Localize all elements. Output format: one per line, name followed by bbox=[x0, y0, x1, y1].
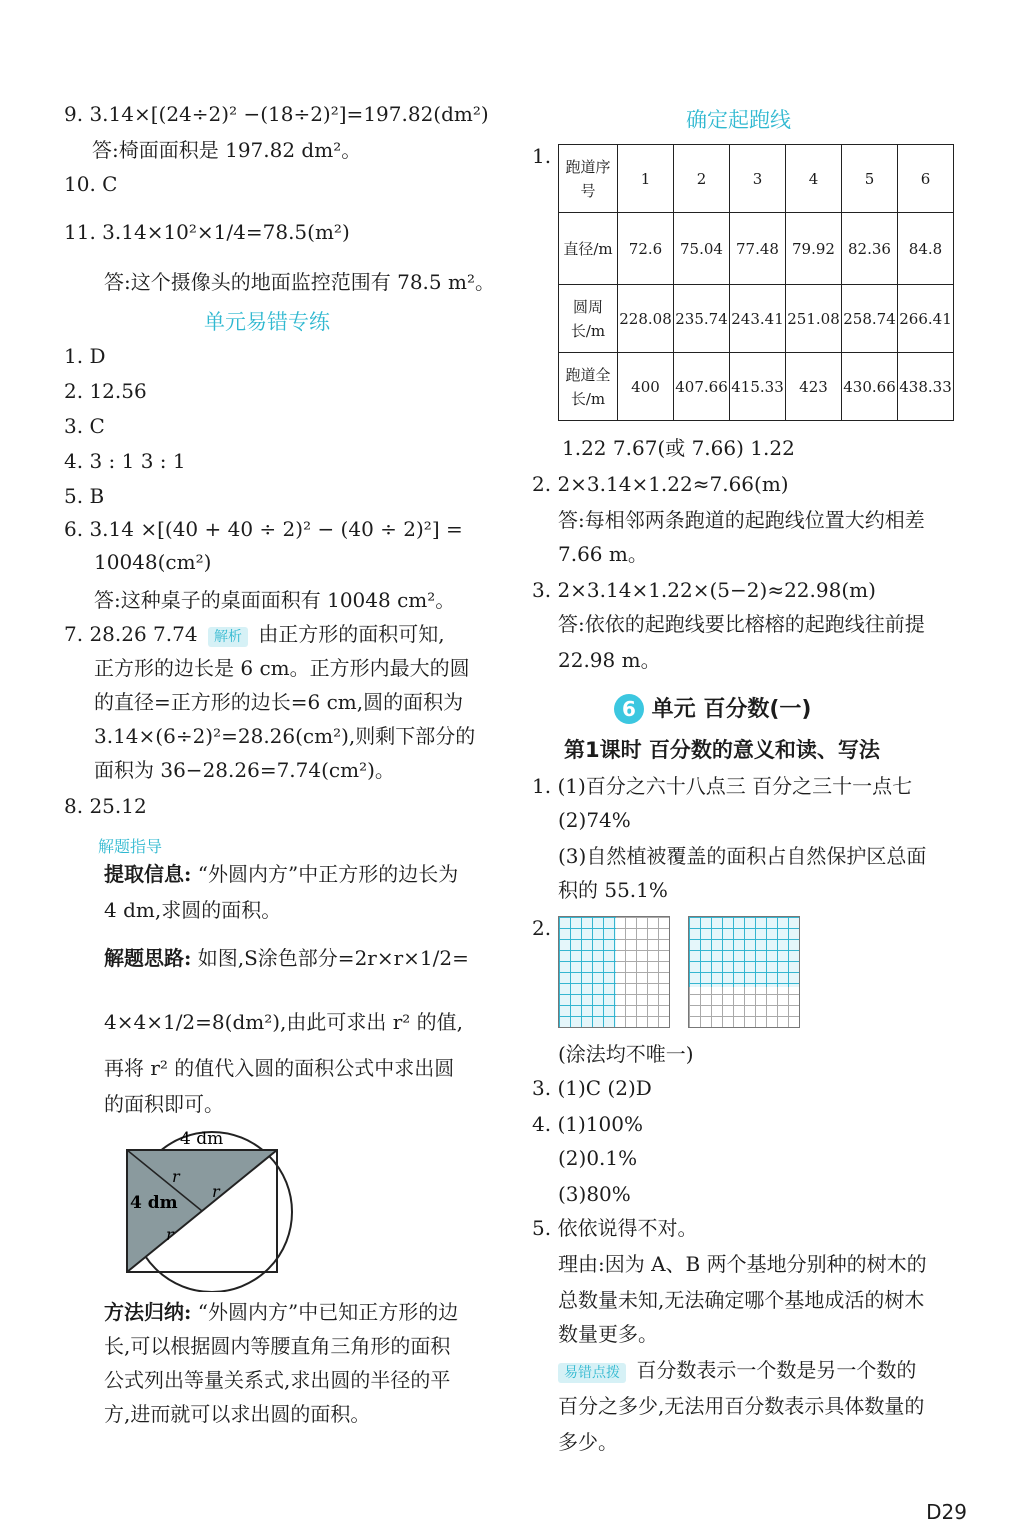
table-cell: 430.66 bbox=[842, 353, 898, 421]
error-tip-tag: 易错点拨 bbox=[558, 1363, 626, 1383]
table-header-cell: 圆周长/m bbox=[559, 285, 618, 353]
table-cell: 423 bbox=[786, 353, 842, 421]
q7-text: 正方形的边长是 6 cm。正方形内最大的圆 bbox=[94, 656, 470, 680]
q7-head: 7. 28.26 7.74 bbox=[64, 622, 198, 646]
table-row bbox=[559, 213, 954, 285]
section-title-start-line: 确定起跑线 bbox=[686, 108, 791, 132]
q9-equation: 9. 3.14×[(24÷2)² −(18÷2)²]=197.82(dm²) bbox=[64, 102, 489, 126]
tip-text: 百分之多少,无法用百分数表示具体数量的 bbox=[558, 1394, 925, 1418]
page-number: D29 bbox=[926, 1500, 967, 1524]
table-cell: 228.08 bbox=[618, 285, 674, 353]
guide-idea: 解题思路: 如图,S涂色部分=2r×r×1/2= bbox=[104, 946, 469, 970]
list-item: 2. 12.56 bbox=[64, 379, 147, 403]
table-cell: 72.6 bbox=[618, 213, 674, 285]
q1-label: 1. bbox=[532, 144, 552, 168]
method-text: 公式列出等量关系式,求出圆的半径的平 bbox=[104, 1368, 451, 1392]
q11-equation: 11. 3.14×10²×1/4=78.5(m²) bbox=[64, 220, 350, 244]
q7-text: 面积为 36−28.26=7.74(cm²)。 bbox=[94, 758, 395, 782]
table-cell: 77.48 bbox=[730, 213, 786, 285]
p4-c: (3)80% bbox=[558, 1182, 631, 1206]
table-cell: 251.08 bbox=[786, 285, 842, 353]
p2-label: 2. bbox=[532, 916, 552, 940]
list-item: 5. B bbox=[64, 484, 105, 508]
table-cell: 1 bbox=[618, 145, 674, 213]
q6-result: 10048(cm²) bbox=[94, 550, 212, 574]
radius-label: r bbox=[212, 1182, 220, 1201]
q3-answer: 答:依依的起跑线要比榕榕的起跑线往前提 bbox=[558, 612, 925, 636]
radius-label: r bbox=[166, 1225, 174, 1244]
p5-reason: 总数量未知,无法确定哪个基地成活的树木 bbox=[558, 1288, 925, 1312]
table-cell: 82.36 bbox=[842, 213, 898, 285]
guide-idea-label: 解题思路: bbox=[104, 946, 192, 970]
p1-b: (2)74% bbox=[558, 808, 631, 832]
left-side-label: 4 dm bbox=[130, 1193, 178, 1213]
table-row bbox=[559, 145, 954, 213]
table-cell: 243.41 bbox=[730, 285, 786, 353]
table-cell: 235.74 bbox=[674, 285, 730, 353]
table-cell: 400 bbox=[618, 353, 674, 421]
table-cell: 5 bbox=[842, 145, 898, 213]
q2-equation: 2. 2×3.14×1.22≈7.66(m) bbox=[532, 472, 789, 496]
table-header-cell: 跑道全长/m bbox=[559, 353, 618, 421]
p5-reason: 数量更多。 bbox=[558, 1322, 658, 1346]
top-side-label: 4 dm bbox=[180, 1129, 224, 1149]
q8-answer: 8. 25.12 bbox=[64, 794, 147, 818]
grid-shading bbox=[689, 917, 799, 987]
circle-square-figure bbox=[102, 1122, 302, 1292]
q2-answer: 答:每相邻两条跑道的起跑线位置大约相差 bbox=[558, 508, 925, 532]
q2-answer: 7.66 m。 bbox=[558, 542, 648, 566]
p1-c: (3)自然植被覆盖的面积占自然保护区总面 bbox=[558, 844, 927, 868]
q3-answer: 22.98 m。 bbox=[558, 648, 661, 672]
table-cell: 75.04 bbox=[674, 213, 730, 285]
table-row bbox=[559, 285, 954, 353]
lane-table bbox=[558, 144, 954, 421]
radius-label: r bbox=[172, 1167, 180, 1186]
table-cell: 258.74 bbox=[842, 285, 898, 353]
q9-answer: 答:椅面面积是 197.82 dm²。 bbox=[92, 138, 362, 162]
p4-a: 4. (1)100% bbox=[532, 1112, 643, 1136]
method-summary: 方法归纳: “外圆内方”中已知正方形的边 bbox=[104, 1300, 459, 1324]
table-header-cell: 直径/m bbox=[559, 213, 618, 285]
table-cell: 3 bbox=[730, 145, 786, 213]
q3-equation: 3. 2×3.14×1.22×(5−2)≈22.98(m) bbox=[532, 578, 876, 602]
q7-line bbox=[64, 620, 445, 648]
table-cell: 4 bbox=[786, 145, 842, 213]
q1-tail: 1.22 7.67(或 7.66) 1.22 bbox=[562, 436, 795, 460]
guide-info-label: 提取信息: bbox=[104, 862, 192, 886]
q6-answer: 答:这种桌子的桌面面积有 10048 cm²。 bbox=[94, 588, 456, 612]
q6-equation: 6. 3.14 ×[(40 + 40 ÷ 2)² − (40 ÷ 2)²] = bbox=[64, 517, 463, 541]
list-item: 3. C bbox=[64, 414, 105, 438]
table-header-cell: 跑道序号 bbox=[559, 145, 618, 213]
grid-shading bbox=[559, 917, 616, 1027]
p2-note: (涂法均不唯一) bbox=[558, 1042, 694, 1066]
guide-idea-cont: 再将 r² 的值代入圆的面积公式中求出圆 bbox=[104, 1056, 455, 1080]
table-row bbox=[559, 353, 954, 421]
table-cell: 438.33 bbox=[898, 353, 954, 421]
hundred-grid-right bbox=[688, 916, 800, 1028]
table-cell: 79.92 bbox=[786, 213, 842, 285]
unit-title: 单元 百分数(一) bbox=[651, 697, 812, 722]
p3: 3. (1)C (2)D bbox=[532, 1076, 652, 1100]
guide-info-cont: 4 dm,求圆的面积。 bbox=[104, 898, 282, 922]
list-item: 4. 3 : 1 3 : 1 bbox=[64, 449, 186, 473]
method-text: 方,进而就可以求出圆的面积。 bbox=[104, 1402, 371, 1426]
p1-a: 1. (1)百分之六十八点三 百分之三十一点七 bbox=[532, 774, 913, 798]
unit-heading bbox=[614, 692, 811, 724]
lesson-title: 第1课时 百分数的意义和读、写法 bbox=[564, 738, 880, 762]
tip-text: 多少。 bbox=[558, 1430, 618, 1454]
q7-text: 由正方形的面积可知, bbox=[258, 622, 445, 646]
analysis-tag: 解析 bbox=[208, 627, 248, 647]
q11-answer: 答:这个摄像头的地面监控范围有 78.5 m²。 bbox=[104, 270, 495, 294]
table-cell: 84.8 bbox=[898, 213, 954, 285]
table-cell: 415.33 bbox=[730, 353, 786, 421]
table-cell: 266.41 bbox=[898, 285, 954, 353]
tip-line: 易错点拨 百分数表示一个数是另一个数的 bbox=[554, 1356, 916, 1384]
p1-d: 积的 55.1% bbox=[558, 878, 668, 902]
p4-b: (2)0.1% bbox=[558, 1146, 638, 1170]
guide-idea-cont: 的面积即可。 bbox=[104, 1092, 224, 1116]
method-label: 方法归纳: bbox=[104, 1300, 192, 1324]
q7-text: 的直径=正方形的边长=6 cm,圆的面积为 bbox=[94, 690, 464, 714]
unit-number-badge: 6 bbox=[614, 694, 644, 724]
table-cell: 2 bbox=[674, 145, 730, 213]
method-text: 长,可以根据圆内等腰直角三角形的面积 bbox=[104, 1334, 451, 1358]
hundred-grid-left bbox=[558, 916, 670, 1028]
guide-info: 提取信息: “外圆内方”中正方形的边长为 bbox=[104, 862, 459, 886]
table-cell: 6 bbox=[898, 145, 954, 213]
q10-answer: 10. C bbox=[64, 172, 118, 196]
p5: 5. 依依说得不对。 bbox=[532, 1216, 698, 1240]
table-cell: 407.66 bbox=[674, 353, 730, 421]
guide-idea-cont: 4×4×1/2=8(dm²),由此可求出 r² 的值, bbox=[104, 1010, 464, 1034]
list-item: 1. D bbox=[64, 344, 106, 368]
guide-title: 解题指导 bbox=[98, 837, 163, 856]
p5-reason: 理由:因为 A、B 两个基地分别种的树木的 bbox=[558, 1252, 927, 1276]
q7-text: 3.14×(6÷2)²=28.26(cm²),则剩下部分的 bbox=[94, 724, 476, 748]
section-title-unit-errors: 单元易错专练 bbox=[204, 310, 330, 334]
